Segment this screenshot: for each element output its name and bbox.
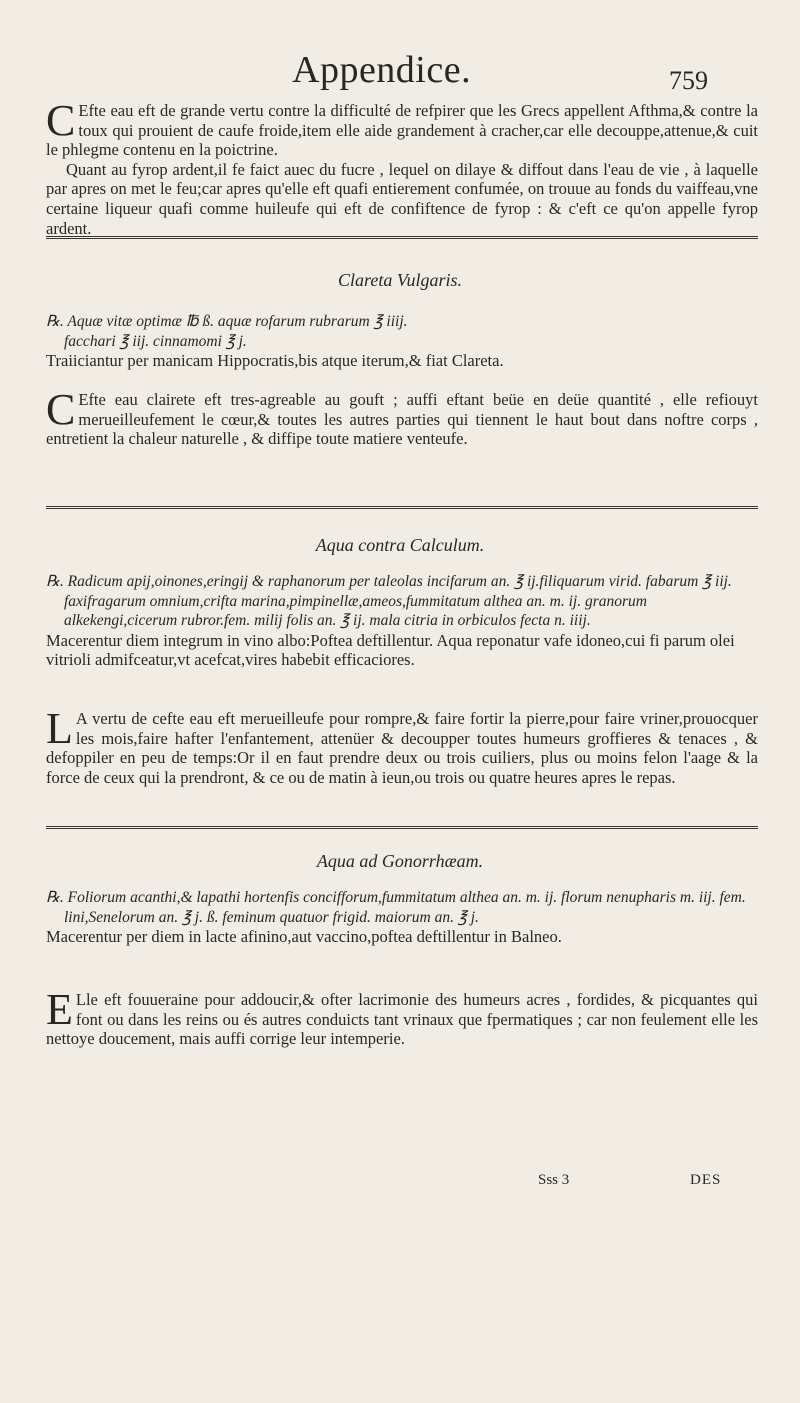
clareta-paragraph: C Efte eau clairete eft tres-agreable au gouft ; auffi eftant beüe en deüe quantité , elle refiouyt merueilleufement le cœur,& toutes les autres parties qui tiennent le haut bout dans noftre corps , entretient la chaleur naturelle , & diffipe toute matiere venteufe. xyxy=(46,385,758,449)
section-divider xyxy=(46,236,758,239)
drop-cap: C xyxy=(46,96,76,145)
section-divider xyxy=(46,506,758,509)
recipe-instruction: Traiiciantur per manicam Hippocratis,bis atque iterum,& fiat Clareta. xyxy=(46,351,504,371)
recipe-ingredients: ℞. Radicum apij,oinones,eringij & raphanorum per taleolas incifarum an. ℥ ij.filiquarum virid. fabarum ℥ iij. faxifragarum omnium,crifta marina,pimpinellæ,ameos,fummitatum althea an. m. ij. granorum alkekengi,cicerum rubror.fem. milij folis an. ℥ ij. mala citria in orbiculos fecta n. iiij. xyxy=(46,573,732,630)
recipe-line: ℞. Aquæ vitæ optimæ ℔ ß. aquæ rofarum rubrarum ℥ iiij. xyxy=(46,313,408,330)
recipe-clareta xyxy=(46,312,758,371)
section-divider xyxy=(46,826,758,829)
intro-text xyxy=(46,96,758,238)
recipe-instruction: Macerentur diem integrum in vino albo:Poftea deftillentur. Aqua reponatur vafe idoneo,cui fi parum olei vitrioli admifceatur,vt acefcat,vires habebit efficaciores. xyxy=(46,630,735,670)
recipe-gonorrhaeam xyxy=(46,888,758,947)
recipe-line: facchari ℥ iij. cinnamomi ℥ j. xyxy=(64,332,247,350)
drop-cap: C xyxy=(46,385,76,434)
catchword: DES xyxy=(690,1172,722,1188)
drop-cap: E xyxy=(46,985,73,1034)
section-heading-gonorrhaeam: Aqua ad Gonorrhæam. xyxy=(316,851,484,871)
page-title: Appendice. xyxy=(292,49,472,91)
gonorrhaeam-paragraph: E Lle eft fouueraine pour addoucir,& ofter lacrimonie des humeurs acres , fordides, & picquantes qui font ou dans les reins ou és autres conduicts tant vrinaux que fpermatiques ; car non feulement elle les nettoye doucement, mais auffi corrige leur intemperie. xyxy=(46,985,758,1049)
calculum-paragraph: L A vertu de cefte eau eft merueilleufe pour rompre,& faire fortir la pierre,pour faire vriner,prouocquer les mois,faire hafter l'enfantement, attenüer & decoupper toutes humeurs groffieres & tenaces , & defoppiler en peu de temps:Or il en faut prendre deux ou trois cuiliers, plus ou moins felon l'aage & la force de ceux qui la prendront, & ce ou de matin à ieun,ou trois ou quatre heures apres le repas. xyxy=(46,704,758,787)
recipe-instruction: Macerentur per diem in lacte afinino,aut vaccino,poftea deftillentur in Balneo. xyxy=(46,927,562,947)
gonorrhaeam-text xyxy=(46,985,758,1049)
calculum-text xyxy=(46,704,758,787)
drop-cap: L xyxy=(46,704,73,753)
section-heading-clareta: Clareta Vulgaris. xyxy=(337,270,462,290)
syrup-paragraph: Quant au fyrop ardent,il fe faict auec du fucre , lequel on dilaye & diffout dans l'eau de vie , à laquelle par apres on met le feu;car apres qu'elle eft quafi entierement confumée, on trouue au fonds du vaiffeau,vne certaine liqueur quafi comme huileufe qui eft de confiftence de fyrop : & c'eft ce qu'on appelle fyrop ardent. xyxy=(46,159,758,238)
page-footer xyxy=(0,1172,800,1196)
page-header xyxy=(0,48,800,98)
page-number: 759 xyxy=(669,66,708,95)
section-heading-calculum: Aqua contra Calculum. xyxy=(315,535,485,555)
signature-mark: Sss 3 xyxy=(538,1172,570,1188)
clareta-text xyxy=(46,385,758,449)
recipe-ingredients: ℞. Foliorum acanthi,& lapathi hortenfis concifforum,fummitatum althea an. m. ij. florum nenupharis m. iij. fem. lini,Senelorum an. ℥ j. ß. feminum quatuor frigid. maiorum an. ℥ j. xyxy=(46,889,746,926)
recipe-calculum xyxy=(46,572,758,670)
intro-paragraph: C Efte eau eft de grande vertu contre la difficulté de refpirer que les Grecs appellent Afthma,& contre la toux qui prouient de caufe froide,item elle aide grandement à cracher,car elle decouppe,attenue,& cuit le phlegme contenu en la poictrine. xyxy=(46,96,758,160)
